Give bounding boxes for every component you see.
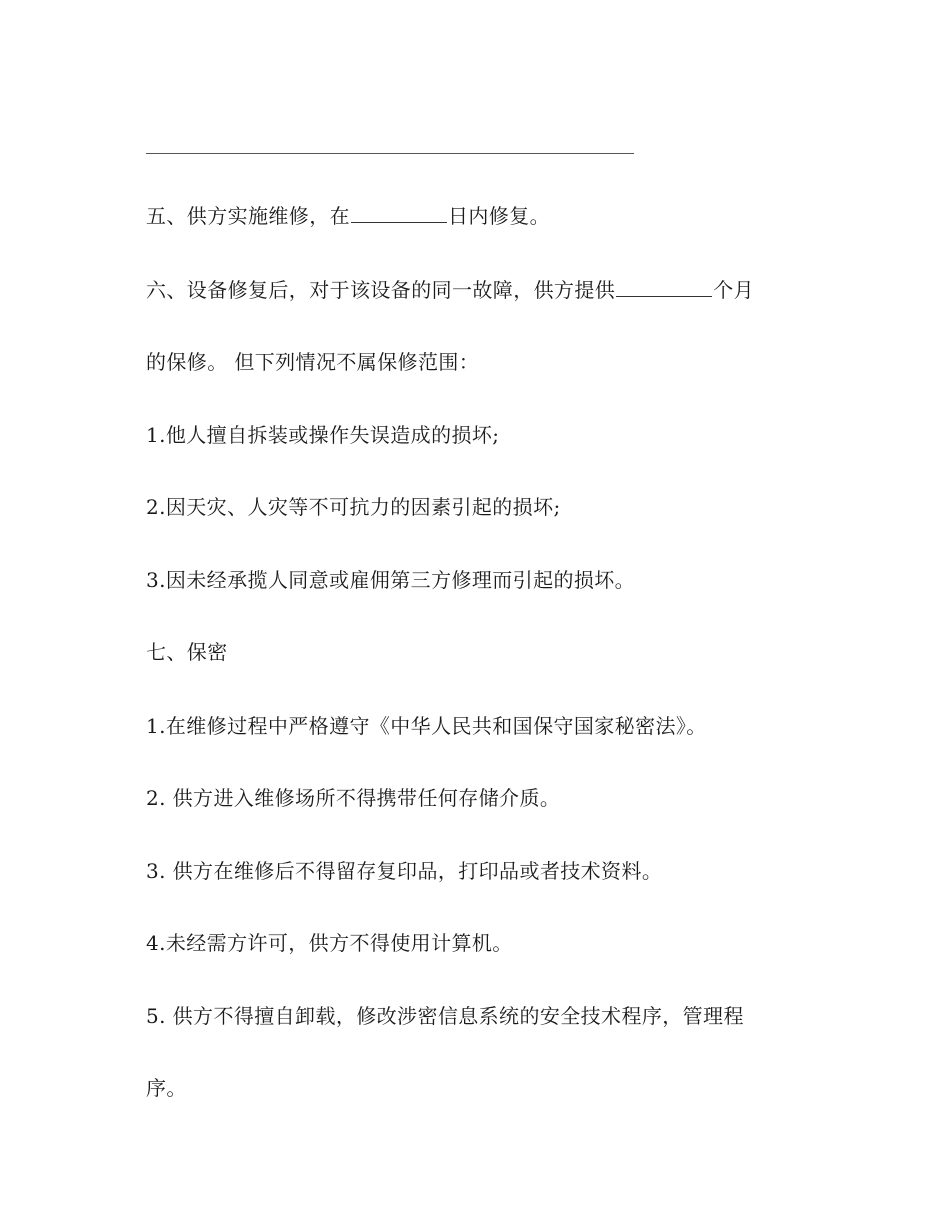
clause-6-text-after: 个月	[713, 278, 755, 302]
clause-5	[146, 202, 550, 230]
confidentiality-item-5: 5. 供方不得擅自卸载，修改涉密信息系统的安全技术程序，管理程	[146, 1004, 744, 1028]
confidentiality-item-4: 4.未经需方许可，供方不得使用计算机。	[146, 931, 513, 955]
confidentiality-item-5-continuation: 序。	[146, 1076, 187, 1100]
warranty-months-blank	[616, 276, 712, 297]
clause-7-heading: 七、保密	[146, 640, 228, 664]
clause-5-text-before: 五、供方实施维修，在	[146, 204, 350, 228]
clause-6-text-before: 六、设备修复后，对于该设备的同一故障，供方提供	[146, 278, 616, 302]
exclusion-item-1: 1.他人擅自拆装或操作失误造成的损坏;	[146, 423, 500, 447]
top-fill-line	[146, 153, 634, 154]
clause-6	[146, 276, 754, 304]
confidentiality-item-3: 3. 供方在维修后不得留存复印品，打印品或者技术资料。	[146, 859, 663, 883]
clause-6-continuation: 的保修。 但下列情况不属保修范围：	[146, 350, 480, 374]
confidentiality-item-1: 1.在维修过程中严格遵守《中华人民共和国保守国家秘密法》。	[146, 714, 707, 738]
exclusion-item-3: 3.因未经承揽人同意或雇佣第三方修理而引起的损坏。	[146, 568, 636, 592]
repair-days-blank	[351, 202, 447, 223]
clause-5-text-after: 日内修复。	[448, 204, 550, 228]
exclusion-item-2: 2.因天灾、人灾等不可抗力的因素引起的损坏;	[146, 495, 561, 519]
confidentiality-item-2: 2. 供方进入维修场所不得携带任何存储介质。	[146, 786, 561, 810]
